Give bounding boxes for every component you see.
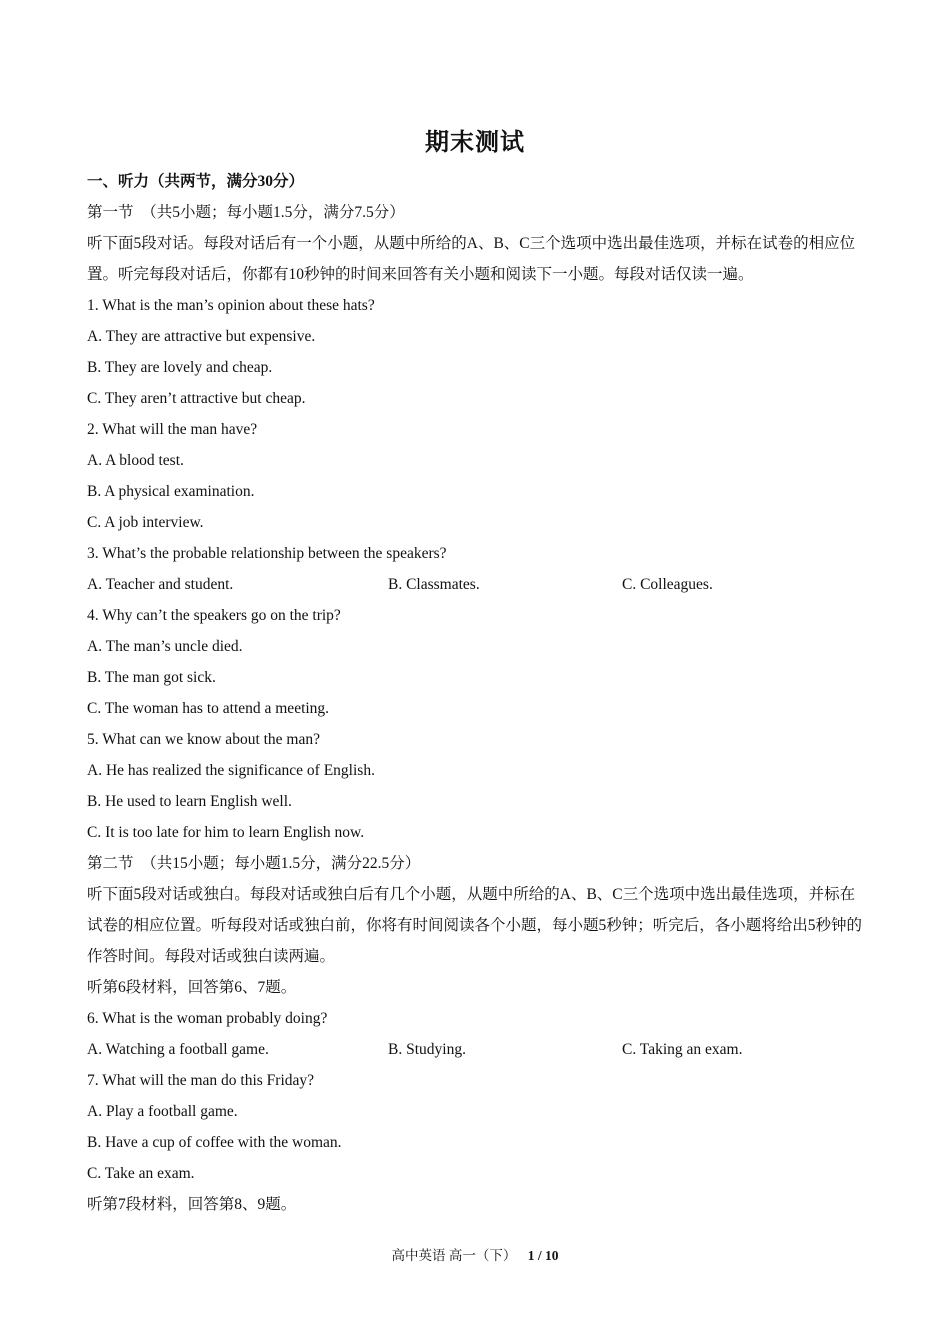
option: B. Have a cup of coffee with the woman. xyxy=(87,1134,342,1151)
option: A. Play a football game. xyxy=(87,1103,238,1120)
option: C. It is too late for him to learn English now. xyxy=(87,824,365,841)
option: B. They are lovely and cheap. xyxy=(87,359,273,376)
material-note: 听第6段材料，回答第6、7题。 xyxy=(87,979,297,996)
page-number: 1 / 10 xyxy=(527,1248,559,1263)
option: A. Watching a football game. xyxy=(87,1041,269,1058)
options-row xyxy=(87,1034,867,1065)
question-stem: 1. What is the man’s opinion about these hats? xyxy=(87,297,375,314)
section-heading: 第二节 （共15小题；每小题1.5分，满分22.5分） xyxy=(87,855,421,872)
footer-label: 高中英语 高一（下） xyxy=(391,1248,517,1263)
section-instructions: 听下面5段对话或独白。每段对话或独白后有几个小题，从题中所给的A、B、C三个选项中选出最佳选项，并标在试卷的相应位置。听每段对话或独白前，你将有时间阅读各个小题，每小题5秒钟；听完后，各小题将给出5秒钟的作答时间。每段对话或独白读两遍。 xyxy=(87,886,863,965)
option: A. He has realized the significance of English. xyxy=(87,762,375,779)
option: C. The woman has to attend a meeting. xyxy=(87,700,330,717)
option: C. They aren’t attractive but cheap. xyxy=(87,390,306,407)
material-note: 听第7段材料，回答第8、9题。 xyxy=(87,1196,297,1213)
question-stem: 7. What will the man do this Friday? xyxy=(87,1072,315,1089)
option: B. He used to learn English well. xyxy=(87,793,292,810)
option: A. The man’s uncle died. xyxy=(87,638,243,655)
question-stem: 4. Why can’t the speakers go on the trip? xyxy=(87,607,341,624)
page-title: 期末测试 xyxy=(425,130,525,156)
option: A. Teacher and student. xyxy=(87,576,234,593)
options-row xyxy=(87,569,867,600)
option: C. Take an exam. xyxy=(87,1165,195,1182)
question-stem: 6. What is the woman probably doing? xyxy=(87,1010,328,1027)
option: B. The man got sick. xyxy=(87,669,216,686)
option: B. Studying. xyxy=(388,1041,466,1058)
option: A. A blood test. xyxy=(87,452,184,469)
part-heading: 一、听力（共两节，满分30分） xyxy=(87,173,305,190)
option: C. Taking an exam. xyxy=(622,1041,743,1058)
option: B. Classmates. xyxy=(388,576,480,593)
option: B. A physical examination. xyxy=(87,483,255,500)
section-instructions: 听下面5段对话。每段对话后有一个小题，从题中所给的A、B、C三个选项中选出最佳选项，并标在试卷的相应位置。听完每段对话后，你都有10秒钟的时间来回答有关小题和阅读下一小题。每段对话仅读一遍。 xyxy=(87,235,856,283)
exam-body xyxy=(87,166,867,1220)
section-heading: 第一节 （共5小题；每小题1.5分，满分7.5分） xyxy=(87,204,405,221)
option: A. They are attractive but expensive. xyxy=(87,328,316,345)
page-footer xyxy=(0,1244,950,1264)
question-stem: 2. What will the man have? xyxy=(87,421,258,438)
question-stem: 3. What’s the probable relationship between the speakers? xyxy=(87,545,447,562)
question-stem: 5. What can we know about the man? xyxy=(87,731,320,748)
option: C. Colleagues. xyxy=(622,576,713,593)
option: C. A job interview. xyxy=(87,514,204,531)
